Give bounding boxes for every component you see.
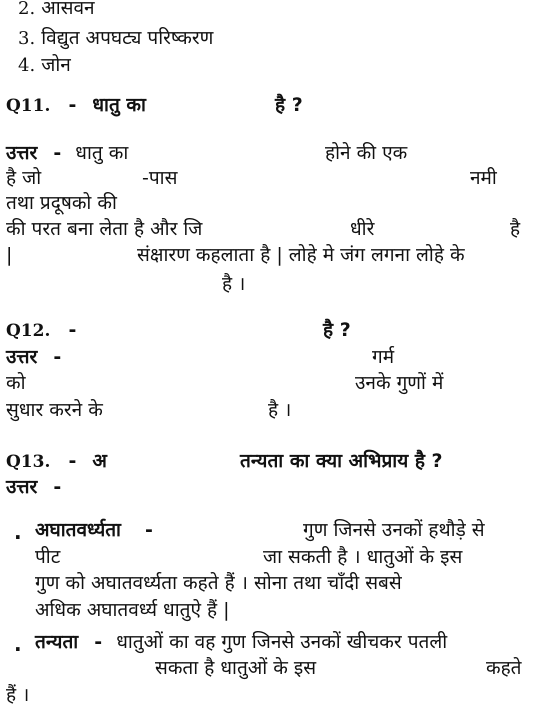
answer-text: तथा प्रदूषको की <box>6 192 117 214</box>
question-text: है ? <box>275 94 303 116</box>
answer-text: है । <box>268 399 292 421</box>
answer-text: है <box>510 218 521 240</box>
question-12 <box>6 318 76 343</box>
answer-line <box>6 345 61 369</box>
bullet-text: हैं । <box>6 684 30 706</box>
question-13 <box>6 449 107 474</box>
bullet-text: कहते <box>486 657 522 679</box>
bullet-dash: - <box>145 519 153 541</box>
list-number: 2. <box>18 0 36 19</box>
question-11 <box>6 93 146 118</box>
answer-text: -पास <box>142 167 178 189</box>
answer-line <box>6 141 128 165</box>
list-text: विद्युत अपघट्य परिष्करण <box>41 27 214 49</box>
answer-dash: - <box>53 142 62 164</box>
bullet-point: . <box>14 632 22 656</box>
bullet-text: धातुओं का वह गुण जिनसे उनकों खीचकर पतली <box>116 631 448 653</box>
bullet-term-line <box>35 518 153 542</box>
answer-text: धीरे <box>350 218 375 240</box>
bullet-text: गुण जिनसे उनकों हथौड़े से <box>303 519 485 541</box>
answer-text: सुधार करने के <box>6 399 103 421</box>
list-item <box>18 26 213 51</box>
answer-text: को <box>6 372 26 394</box>
list-number: 3. <box>18 28 36 49</box>
answer-text: गर्म <box>372 346 395 368</box>
question-text: अ <box>92 450 107 472</box>
answer-text: होने की एक <box>325 142 408 164</box>
list-text: जोन <box>41 54 71 76</box>
bullet-text: अधिक अघातवर्ध्य धातुऐ हैं | <box>35 599 230 621</box>
bullet-text: जा सकती है । धातुओं के इस <box>263 546 463 568</box>
list-number: 4. <box>18 55 36 76</box>
answer-dash: - <box>53 346 62 368</box>
question-dash: - <box>68 450 77 472</box>
list-item <box>18 0 95 21</box>
question-dash: - <box>68 94 77 116</box>
bullet-term: तन्यता <box>35 631 79 653</box>
question-dash: - <box>68 319 77 341</box>
answer-text: की परत बना लेता है और जि <box>6 218 203 240</box>
question-text: है ? <box>323 319 351 341</box>
answer-text: नमी <box>470 167 497 189</box>
answer-text: उनके गुणों में <box>355 372 444 394</box>
bullet-point: . <box>14 520 22 544</box>
answer-text: है जो <box>6 167 42 189</box>
list-item <box>18 53 71 78</box>
answer-text: | <box>6 244 13 266</box>
bullet-text: गुण को अघातवर्ध्यता कहते हैं । सोना तथा चाँदी सबसे <box>35 572 402 594</box>
answer-label: उत्तर <box>6 346 38 368</box>
question-number: Q12. <box>6 321 51 341</box>
bullet-text: सकता है धातुओं के इस <box>155 657 317 679</box>
bullet-term: अघातवर्ध्यता <box>35 519 121 541</box>
question-text: धातु का <box>92 94 146 116</box>
question-number: Q13. <box>6 452 51 472</box>
answer-text: है । <box>222 273 246 295</box>
bullet-line <box>35 630 447 654</box>
answer-dash: - <box>53 476 62 498</box>
answer-line <box>6 475 61 499</box>
bullet-dash: - <box>94 631 103 653</box>
list-text: आसवन <box>41 0 95 19</box>
bullet-text: पीट <box>35 546 61 568</box>
answer-label: उत्तर <box>6 142 38 164</box>
question-number: Q11. <box>6 96 51 116</box>
answer-text: संक्षारण कहलाता है | लोहे मे जंग लगना लोहे के <box>137 244 465 266</box>
question-text: तन्यता का क्या अभिप्राय है ? <box>240 450 443 472</box>
answer-text: धातु का <box>75 142 129 164</box>
answer-label: उत्तर <box>6 476 38 498</box>
